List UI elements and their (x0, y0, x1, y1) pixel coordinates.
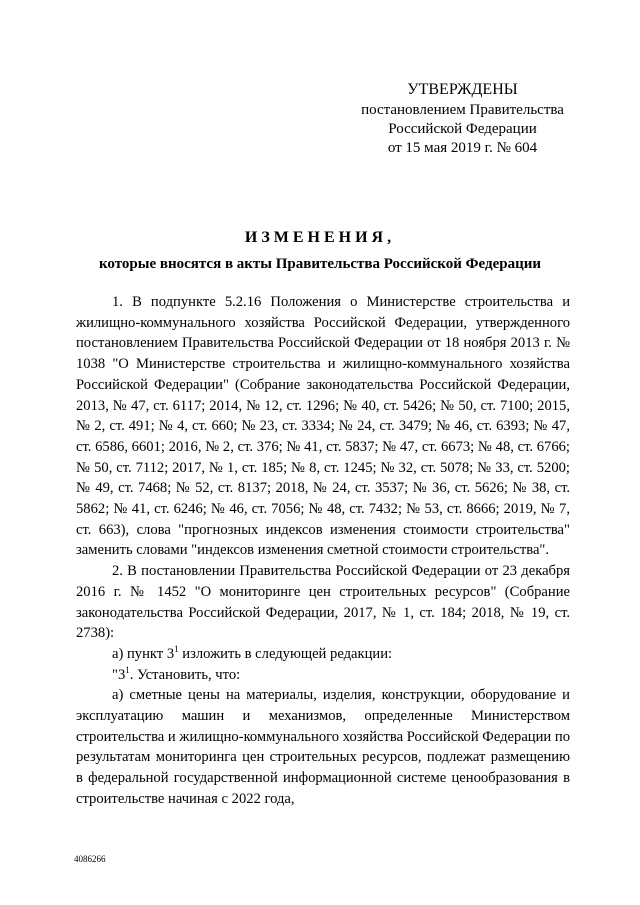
document-title: ИЗМЕНЕНИЯ, (244, 229, 396, 246)
approval-block (330, 80, 595, 158)
approval-line-2: Российской Федерации (388, 121, 537, 137)
document-body (76, 292, 570, 810)
approval-heading: УТВЕРЖДЕНЫ (407, 81, 518, 98)
paragraph-3 (76, 644, 570, 665)
document-subtitle: которые вносятся в акты Правительства Российской Федерации (98, 256, 542, 272)
paragraph-3-superscript: 1 (174, 643, 179, 654)
document-number: 4086266 (74, 854, 106, 864)
paragraph-3-text-a: а) пункт 3 (112, 645, 175, 662)
paragraph-4-text-a: "3 (112, 666, 126, 683)
paragraph-1: 1. В подпункте 5.2.16 Положения о Министерстве строительства и жилищно-коммунального хозяйства Российской Федерации, утвержденного постановлением Правительства Российской Федерации от 18 ноября 2013 г. № 1038 "О Министерстве строительства и жилищно-коммунального хозяйства Российской Федерации" (Собрание законодательства Российской Федерации, 2013, № 47, ст. 6117; 2014, № 12, ст. 1296; № 40, ст. 5426; № 50, ст. 7100; 2015, № 2, ст. 491; № 4, ст. 660; № 23, ст. 3334; № 24, ст. 3479; № 46, ст. 6393; № 47, ст. 6586, 6601; 2016, № 2, ст. 376; № 41, ст. 5837; № 47, ст. 6673; № 48, ст. 6766; № 50, ст. 7112; 2017, № 1, ст. 185; № 8, ст. 1245; № 32, ст. 5078; № 33, ст. 5200; № 49, ст. 7468; № 52, ст. 8137; 2018, № 24, ст. 3537; № 36, ст. 5626; № 38, ст. 5862; № 41, ст. 6246; № 46, ст. 7056; № 48, ст. 7432; № 53, ст. 8666; 2019, № 7, ст. 663), слова "прогнозных индексов изменения стоимости строительства" заменить словами "индексов изменения сметной стоимости строительства". (76, 294, 570, 559)
paragraph-2: 2. В постановлении Правительства Российской Федерации от 23 декабря 2016 г. № 1452 "О мониторинге цен строительных ресурсов" (Собрание законодательства Российской Федерации, 2017, № 1, ст. 184; 2018, № 19, ст. 2738): (76, 563, 570, 642)
approval-line-1: постановлением Правительства (361, 102, 564, 118)
paragraph-3-text-b: изложить в следующей редакции: (178, 645, 393, 662)
approval-line-3: от 15 мая 2019 г. № 604 (387, 140, 538, 156)
paragraph-4 (76, 665, 570, 686)
paragraph-4-text-b: . Установить, что: (129, 666, 241, 683)
paragraph-4-superscript: 1 (125, 664, 130, 675)
paragraph-5: а) сметные цены на материалы, изделия, конструкции, оборудование и эксплуатацию машин и механизмов, определенные Министерством строительства и жилищно-коммунального хозяйства Российской Федерации по результатам мониторинга цен строительных ресурсов, подлежат размещению в федеральной государственной информационной системе ценообразования в строительстве начиная с 2022 года, (76, 687, 570, 807)
